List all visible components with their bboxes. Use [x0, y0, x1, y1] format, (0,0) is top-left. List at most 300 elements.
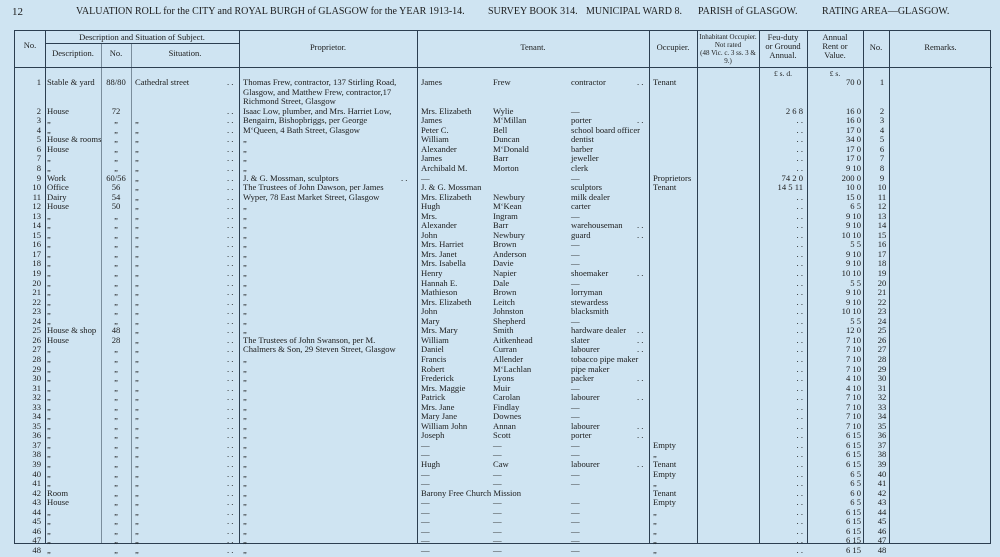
col-inhabitant-line2: Not rated	[714, 41, 742, 49]
row-number-right: 31	[877, 382, 887, 393]
row-street-number: „	[114, 315, 118, 326]
row-tenant-occupation: —	[571, 497, 580, 508]
row-annual-rent: 9 10	[845, 210, 861, 221]
row-description: „	[47, 220, 51, 231]
row-number: 47	[32, 535, 41, 546]
row-number-right: 38	[877, 449, 887, 460]
row-leader-dots: . .	[227, 516, 234, 527]
row-occupier: „	[653, 478, 657, 489]
row-leader-dots: . .	[227, 258, 234, 269]
row-proprietor: J. & G. Mossman, sculptors	[243, 172, 339, 183]
row-leader-dots: . .	[227, 344, 234, 355]
row-tenant-first: —	[421, 525, 430, 536]
row-number-right: 4	[879, 124, 885, 135]
row-feu-duty: . .	[796, 459, 803, 469]
row-annual-rent: 6 15	[845, 506, 861, 517]
row-leader-dots: . .	[227, 449, 234, 460]
row-number-right: 28	[877, 353, 887, 364]
row-situation: „	[135, 382, 139, 393]
row-annual-rent: 6 15	[845, 459, 861, 469]
row-feu-duty: . .	[796, 420, 803, 431]
row-leader-dots: . .	[227, 392, 234, 403]
row-tenant-first: Archibald M.	[421, 162, 468, 173]
row-number: 10	[32, 182, 41, 193]
row-leader-dots: . .	[227, 153, 234, 164]
row-occupier: Tenant	[653, 487, 677, 498]
row-description: „	[47, 401, 51, 412]
row-proprietor: „	[243, 506, 247, 517]
row-number-right: 22	[877, 296, 887, 307]
col-rent-line1: Annual	[822, 32, 848, 42]
roll-table	[14, 30, 991, 555]
row-feu-duty: . .	[796, 162, 803, 173]
row-tenant-occupation: labourer	[571, 392, 600, 403]
row-number-right: 48	[877, 544, 887, 555]
row-feu-duty: . .	[796, 306, 803, 317]
row-street-number: „	[114, 210, 118, 221]
row-tenant-last: M‘Lachlan	[493, 363, 532, 374]
row-tenant-last: M‘Kean	[493, 201, 522, 212]
row-tenant-last: —	[493, 449, 502, 460]
row-tenant-last: Carolan	[493, 392, 521, 403]
row-number: 8	[36, 162, 41, 173]
row-description: „	[47, 468, 51, 479]
row-tenant-first: Mary	[421, 315, 440, 326]
row-leader-dots: . .	[227, 143, 234, 154]
row-feu-duty: . .	[796, 439, 803, 450]
row-tenant-occupation: barber	[571, 143, 593, 154]
row-occupier: „	[653, 449, 657, 460]
row-description: „	[47, 306, 51, 317]
row-situation: „	[135, 115, 139, 126]
row-number-right: 30	[877, 373, 887, 384]
row-tenant-first: Mrs.	[421, 210, 437, 221]
row-leader-dots: . .	[227, 248, 234, 259]
row-leader-dots: . .	[637, 325, 644, 336]
row-proprietor: „	[243, 525, 247, 536]
row-tenant-last: —	[493, 525, 502, 536]
row-number: 36	[32, 430, 41, 441]
row-street-number: „	[114, 296, 118, 307]
row-description: „	[47, 296, 51, 307]
row-tenant-last: Scott	[493, 430, 511, 441]
row-number: 25	[32, 325, 41, 336]
row-number-right: 36	[877, 430, 887, 441]
row-proprietor: „	[243, 373, 247, 384]
row-leader-dots: . .	[637, 392, 644, 403]
row-number: 33	[32, 401, 41, 412]
row-street-number: „	[114, 124, 118, 135]
row-number: 37	[32, 439, 41, 450]
row-situation: „	[135, 162, 139, 173]
row-feu-duty: . .	[796, 220, 803, 231]
row-street-number: „	[114, 506, 118, 517]
row-tenant-first: —	[421, 449, 430, 460]
row-description: Work	[47, 172, 66, 183]
row-number-right: 40	[877, 468, 887, 479]
row-proprietor: „	[243, 229, 247, 240]
row-tenant-first: Mrs. Maggie	[421, 382, 466, 393]
row-number: 3	[36, 115, 41, 126]
row-feu-duty: . .	[796, 506, 803, 517]
row-situation: „	[135, 220, 139, 231]
row-tenant-occupation: —	[571, 258, 580, 269]
row-number-right: 8	[879, 162, 885, 173]
row-number: 11	[32, 191, 41, 202]
row-number-right: 42	[877, 487, 887, 498]
row-number: 1	[36, 77, 41, 87]
row-situation: „	[135, 420, 139, 431]
row-description: „	[47, 392, 51, 403]
row-description: Office	[47, 182, 69, 193]
row-tenant-last: —	[493, 544, 502, 555]
table-row	[15, 470, 992, 479]
row-situation: „	[135, 277, 139, 288]
row-tenant-last: Newbury	[493, 229, 525, 240]
row-tenant-last: Aitkenhead	[493, 334, 533, 345]
row-proprietor: „	[243, 439, 247, 450]
row-annual-rent: 6 5	[850, 468, 861, 479]
row-tenant-occupation: slater	[571, 334, 590, 345]
row-tenant-last: Napier	[493, 268, 517, 278]
row-number-right: 46	[877, 525, 887, 536]
row-number: 27	[32, 344, 41, 355]
row-proprietor: „	[243, 162, 247, 173]
row-street-number: „	[114, 401, 118, 412]
row-tenant-occupation: —	[571, 105, 580, 116]
row-street-number: „	[114, 535, 118, 546]
row-description: „	[47, 382, 51, 393]
row-number: 9	[36, 172, 41, 183]
row-leader-dots: . .	[637, 268, 644, 278]
row-number: 23	[32, 306, 41, 317]
row-tenant-first: Mrs. Harriet	[421, 239, 464, 250]
row-annual-rent: 16 0	[845, 115, 861, 126]
row-number-right: 44	[877, 506, 887, 517]
ward: MUNICIPAL WARD 8.	[586, 6, 683, 17]
col-annual-rent	[807, 33, 863, 60]
row-tenant-first: Mathieson	[421, 287, 458, 298]
col-inhabitant-line3: (48 Vic. c. 3 ss. 3 & 9.)	[700, 49, 756, 65]
row-proprietor: „	[243, 306, 247, 317]
row-number-right: 15	[877, 229, 887, 240]
row-tenant-first: Patrick	[421, 392, 446, 403]
row-description: „	[47, 411, 51, 422]
row-number: 22	[32, 296, 41, 307]
row-proprietor: „	[243, 401, 247, 412]
row-tenant-last: Newbury	[493, 191, 525, 202]
row-tenant-last: —	[493, 478, 502, 489]
row-tenant-occupation: clerk	[571, 162, 589, 173]
row-proprietor: „	[243, 296, 247, 307]
row-proprietor: Richmond Street, Glasgow	[243, 96, 336, 107]
row-tenant-last: Frew	[493, 77, 511, 87]
row-tenant-first: William John	[421, 420, 468, 431]
row-feu-duty: . .	[796, 287, 803, 298]
row-situation: „	[135, 373, 139, 384]
row-situation: „	[135, 487, 139, 498]
row-tenant-first: Alexander	[421, 143, 457, 154]
row-tenant-occupation: guard	[571, 229, 591, 240]
row-feu-duty: . .	[796, 334, 803, 345]
row-situation: „	[135, 143, 139, 154]
row-number: 19	[32, 268, 41, 278]
row-street-number: „	[114, 134, 118, 145]
row-occupier: Tenant	[653, 77, 677, 87]
row-leader-dots: . .	[227, 115, 234, 126]
row-situation: „	[135, 229, 139, 240]
page-number: 12	[12, 6, 23, 18]
row-situation: „	[135, 191, 139, 202]
row-proprietor: „	[243, 325, 247, 336]
row-number: 39	[32, 459, 41, 469]
row-proprietor: „	[243, 459, 247, 469]
row-number: 34	[32, 411, 41, 422]
row-situation: „	[135, 182, 139, 193]
row-situation: „	[135, 401, 139, 412]
row-street-number: „	[114, 162, 118, 173]
row-tenant-first: Mrs. Isabella	[421, 258, 466, 269]
feu-currency-units: £ s. d.	[774, 69, 792, 78]
row-tenant-occupation: labourer	[571, 420, 600, 431]
row-tenant-occupation: —	[571, 315, 580, 326]
row-tenant-last: Curran	[493, 344, 517, 355]
row-street-number: „	[114, 229, 118, 240]
row-proprietor: „	[243, 268, 247, 278]
row-tenant-first: Mrs. Janet	[421, 248, 457, 259]
row-number-right: 12	[877, 201, 887, 212]
row-annual-rent: 17 0	[845, 124, 861, 135]
row-leader-dots: . .	[227, 325, 234, 336]
row-feu-duty: . .	[796, 277, 803, 288]
col-subject-group: Description and Situation of Subject.	[79, 32, 205, 42]
row-proprietor: „	[243, 287, 247, 298]
row-feu-duty: . .	[796, 191, 803, 202]
row-leader-dots: . .	[637, 430, 644, 441]
row-leader-dots: . .	[637, 115, 644, 126]
row-tenant-first: Henry	[421, 268, 443, 278]
row-tenant-last: Bell	[493, 124, 508, 135]
row-number-right: 1	[879, 77, 885, 87]
row-street-number: 60/56	[106, 172, 126, 183]
row-street-number: „	[114, 468, 118, 479]
row-annual-rent: 34 0	[845, 134, 861, 145]
row-number-right: 3	[879, 115, 885, 126]
row-situation: „	[135, 248, 139, 259]
row-proprietor: „	[243, 248, 247, 259]
row-street-number: 54	[111, 191, 121, 202]
row-street-number: „	[114, 363, 118, 374]
row-number: 20	[32, 277, 41, 288]
row-tenant-last: Lyons	[493, 373, 515, 384]
row-annual-rent: 7 10	[845, 363, 861, 374]
row-proprietor: „	[243, 220, 247, 231]
row-situation: „	[135, 258, 139, 269]
row-annual-rent: 7 10	[845, 411, 861, 422]
row-leader-dots: . .	[227, 411, 234, 422]
row-number-right: 5	[879, 134, 885, 145]
row-number-right: 34	[877, 411, 887, 422]
row-street-number: „	[114, 487, 118, 498]
row-situation: „	[135, 287, 139, 298]
row-number-right: 19	[877, 268, 887, 278]
row-situation: Cathedral street	[135, 77, 190, 87]
row-tenant-occupation: sculptors	[571, 182, 603, 193]
row-number: 35	[32, 420, 41, 431]
row-leader-dots: . .	[227, 430, 234, 441]
row-tenant-first: Mary Jane	[421, 411, 458, 422]
row-tenant-first: Mrs. Elizabeth	[421, 191, 472, 202]
row-proprietor: „	[243, 143, 247, 154]
row-street-number: „	[114, 439, 118, 450]
row-leader-dots: . .	[227, 497, 234, 508]
row-number-right: 47	[877, 535, 887, 546]
row-leader-dots: . .	[227, 287, 234, 298]
row-description: House	[47, 334, 69, 345]
row-tenant-occupation: labourer	[571, 344, 600, 355]
row-tenant-first: Mrs. Mary	[421, 325, 458, 336]
row-feu-duty: . .	[796, 258, 803, 269]
row-proprietor: „	[243, 420, 247, 431]
row-situation: „	[135, 172, 139, 183]
row-tenant-first: —	[421, 516, 430, 527]
row-proprietor: „	[243, 478, 247, 489]
row-tenant-last: Findlay	[493, 401, 520, 412]
row-proprietor: The Trustees of John Swanson, per M.	[243, 334, 376, 345]
row-feu-duty: . .	[796, 525, 803, 536]
row-annual-rent: 6 15	[845, 535, 861, 546]
row-annual-rent: 9 10	[845, 248, 861, 259]
row-tenant-occupation: —	[571, 535, 580, 546]
table-row	[15, 489, 992, 498]
row-annual-rent: 6 5	[850, 497, 861, 508]
row-proprietor: „	[243, 277, 247, 288]
row-proprietor: „	[243, 544, 247, 555]
row-tenant-last: —	[493, 439, 502, 450]
row-annual-rent: 6 15	[845, 544, 861, 555]
row-tenant-occupation: —	[571, 172, 580, 183]
row-tenant-last: Leitch	[493, 296, 515, 307]
row-leader-dots: . .	[227, 401, 234, 412]
row-tenant-last: M‘Millan	[493, 115, 527, 126]
row-number: 14	[32, 220, 41, 231]
row-number-right: 18	[877, 258, 887, 269]
row-proprietor: „	[243, 449, 247, 460]
row-situation: „	[135, 353, 139, 364]
row-occupier: „	[653, 525, 657, 536]
row-annual-rent: 10 10	[841, 268, 861, 278]
col-feu-line2: or Ground	[765, 41, 801, 51]
row-situation: „	[135, 506, 139, 517]
row-street-number: „	[114, 306, 118, 317]
row-tenant-first: —	[421, 506, 430, 517]
row-number-right: 39	[877, 459, 887, 469]
row-leader-dots: . .	[227, 334, 234, 345]
row-occupier: Empty	[653, 497, 676, 508]
row-situation: „	[135, 363, 139, 374]
row-proprietor: „	[243, 468, 247, 479]
row-feu-duty: . .	[796, 143, 803, 154]
rent-currency-units: £ s.	[829, 69, 841, 78]
row-tenant-first: Francis	[421, 353, 447, 364]
row-tenant-occupation: jeweller	[571, 153, 599, 164]
row-tenant-occupation: —	[571, 506, 580, 517]
row-annual-rent: 9 10	[845, 287, 861, 298]
row-proprietor: „	[243, 210, 247, 221]
row-proprietor: „	[243, 134, 247, 145]
row-tenant-first: —	[421, 497, 430, 508]
row-situation: „	[135, 201, 139, 212]
row-tenant-last: Dale	[493, 277, 510, 288]
row-leader-dots: . .	[227, 315, 234, 326]
row-number-right: 16	[877, 239, 887, 250]
row-description: „	[47, 459, 51, 469]
row-leader-dots: . .	[227, 382, 234, 393]
row-proprietor: „	[243, 516, 247, 527]
row-leader-dots: . .	[227, 468, 234, 479]
row-occupier: Tenant	[653, 459, 677, 469]
row-leader-dots: . .	[227, 373, 234, 384]
row-feu-duty: . .	[796, 363, 803, 374]
row-leader-dots: . .	[227, 525, 234, 536]
row-description: „	[47, 344, 51, 355]
row-feu-duty: . .	[796, 229, 803, 240]
row-feu-duty: . .	[796, 449, 803, 460]
row-feu-duty: . .	[796, 210, 803, 221]
row-feu-duty: 14 5 11	[777, 182, 803, 193]
row-tenant-last: Brown	[493, 287, 517, 298]
row-number-right: 10	[877, 182, 887, 193]
row-number-right: 9	[879, 172, 885, 183]
row-situation: „	[135, 306, 139, 317]
row-situation: „	[135, 525, 139, 536]
row-proprietor: „	[243, 535, 247, 546]
row-street-number: „	[114, 382, 118, 393]
row-leader-dots: . .	[227, 229, 234, 240]
row-description: „	[47, 353, 51, 364]
row-number-right: 17	[877, 248, 887, 259]
row-number: 5	[36, 134, 41, 145]
row-tenant-occupation: packer	[571, 373, 594, 384]
row-tenant-first: Robert	[421, 363, 445, 374]
row-description: House	[47, 497, 69, 508]
row-tenant-occupation: —	[571, 468, 580, 479]
col-proprietor: Proprietor.	[309, 42, 347, 52]
row-occupier: „	[653, 506, 657, 517]
row-leader-dots: . .	[227, 191, 234, 202]
row-tenant-last: Barr	[493, 220, 509, 231]
row-annual-rent: 6 15	[845, 449, 861, 460]
row-number-right: 14	[877, 220, 887, 231]
row-leader-dots: . .	[227, 306, 234, 317]
row-street-number: „	[114, 115, 118, 126]
row-number-right: 23	[877, 306, 887, 317]
row-feu-duty: . .	[796, 344, 803, 355]
row-tenant-occupation: —	[571, 525, 580, 536]
row-feu-duty: . .	[796, 124, 803, 135]
row-proprietor: „	[243, 201, 247, 212]
row-tenant-first: —	[421, 478, 430, 489]
row-feu-duty: . .	[796, 296, 803, 307]
row-proprietor: „	[243, 153, 247, 164]
table-row	[15, 269, 992, 278]
row-description: „	[47, 439, 51, 450]
col-no: No.	[23, 40, 37, 50]
row-number: 28	[32, 353, 41, 364]
row-number: 26	[32, 334, 41, 345]
row-leader-dots: . .	[401, 172, 408, 183]
row-description: „	[47, 506, 51, 517]
